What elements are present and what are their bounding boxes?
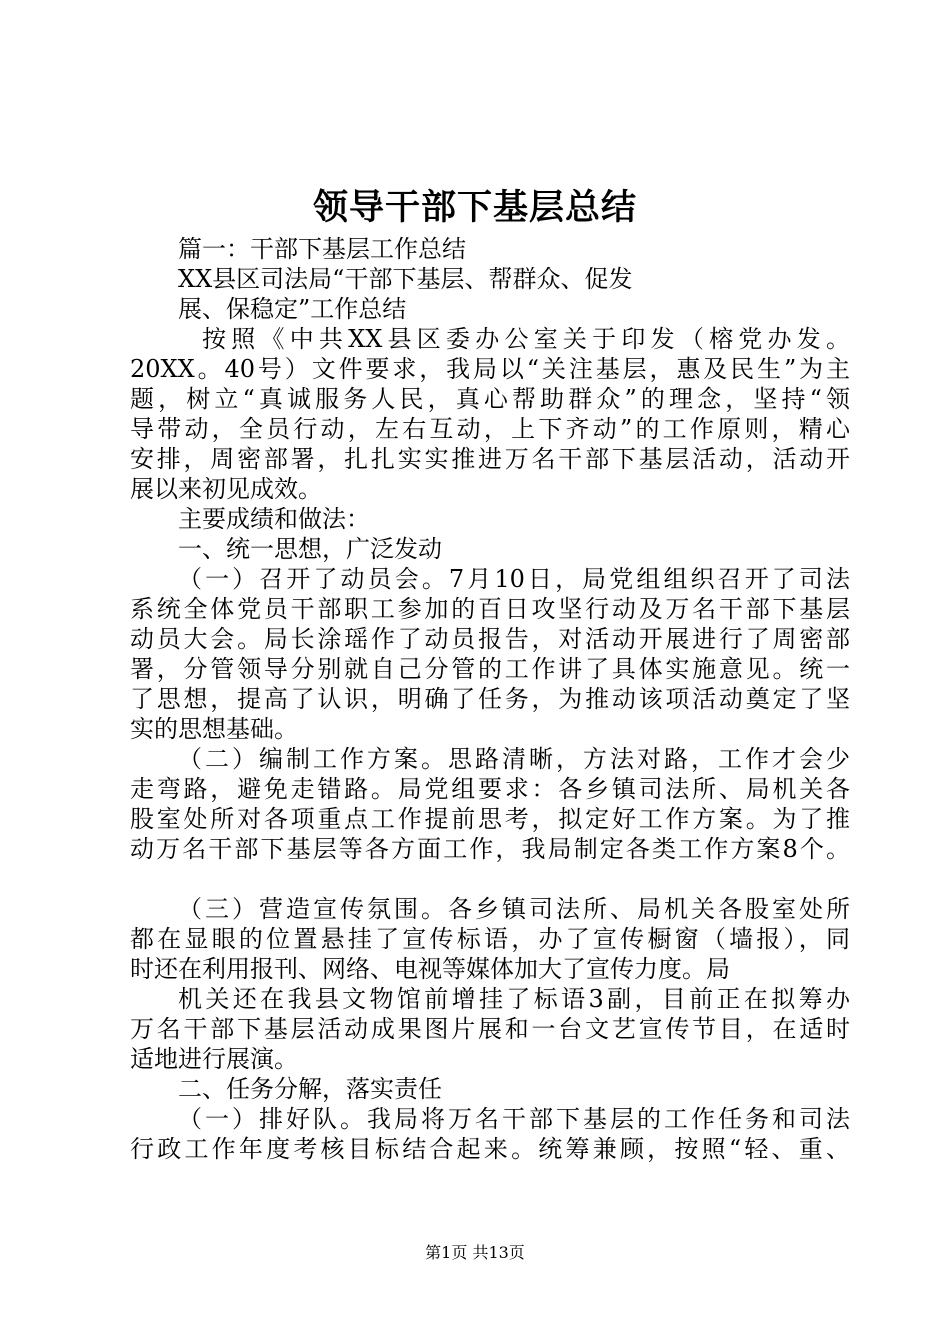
text-line: 题，树立“真诚服务人民，真心帮助群众”的理念，坚持“领	[130, 385, 850, 413]
text-line: 万名干部下基层活动成果图片展和一台文艺宣传节目，在适时	[130, 1015, 850, 1043]
text-line: 展以来初见成效。	[130, 475, 322, 503]
text-line: 股室处所对各项重点工作提前思考，拟定好工作方案。为了推	[130, 805, 850, 833]
text-line: 导带动，全员行动，左右互动，上下齐动”的工作原则，精心	[130, 415, 850, 443]
text-line: （一）排好队。我局将万名干部下基层的工作任务和司法	[178, 1105, 850, 1133]
document-body	[130, 234, 850, 1164]
text-line: 二、任务分解，落实责任	[178, 1075, 442, 1103]
text-line: 20XX。40号）文件要求，我局以“关注基层，惠及民生”为主	[130, 355, 850, 383]
page-title: 领导干部下基层总结	[312, 187, 637, 228]
text-line: 按照《中共XX县区委办公室关于印发（榕党办发。	[202, 325, 850, 353]
text-line: 适地进行展演。	[130, 1045, 298, 1073]
text-line: （二）编制工作方案。思路清晰，方法对路，工作才会少	[178, 745, 850, 773]
text-line: 系统全体党员干部职工参加的百日攻坚行动及万名干部下基层	[130, 595, 850, 623]
text-line: 展、保稳定”工作总结	[178, 295, 407, 323]
text-line: （一）召开了动员会。7月10日，局党组组织召开了司法	[178, 565, 850, 593]
text-line: 动万名干部下基层等各方面工作，我局制定各类工作方案8个。	[130, 835, 850, 863]
text-line: 实的思想基础。	[130, 715, 298, 743]
text-line: 篇一：干部下基层工作总结	[178, 235, 466, 263]
text-line: 都在显眼的位置悬挂了宣传标语，办了宣传橱窗（墙报），同	[130, 925, 850, 953]
text-line: 走弯路，避免走错路。局党组要求：各乡镇司法所、局机关各	[130, 775, 850, 803]
text-line: 署，分管领导分别就自己分管的工作讲了具体实施意见。统一	[130, 655, 850, 683]
page-footer: 第1页 共13页	[425, 1243, 525, 1262]
text-line: 主要成绩和做法：	[178, 505, 370, 533]
text-line: 时还在利用报刊、网络、电视等媒体加大了宣传力度。局	[130, 955, 730, 983]
paragraph-gap	[130, 864, 850, 894]
text-line: 行政工作年度考核目标结合起来。统筹兼顾，按照“轻、重、	[130, 1135, 850, 1163]
text-line: 一、统一思想，广泛发动	[178, 535, 442, 563]
text-line: 了思想，提高了认识，明确了任务，为推动该项活动奠定了坚	[130, 685, 850, 713]
text-line: 机关还在我县文物馆前增挂了标语3副，目前正在拟筹办	[178, 985, 850, 1013]
text-line: 安排，周密部署，扎扎实实推进万名干部下基层活动，活动开	[130, 445, 850, 473]
text-line: （三）营造宣传氛围。各乡镇司法所、局机关各股室处所	[178, 895, 850, 923]
text-line: 动员大会。局长涂瑶作了动员报告，对活动开展进行了周密部	[130, 625, 850, 653]
text-line: XX县区司法局“干部下基层、帮群众、促发	[178, 265, 633, 293]
